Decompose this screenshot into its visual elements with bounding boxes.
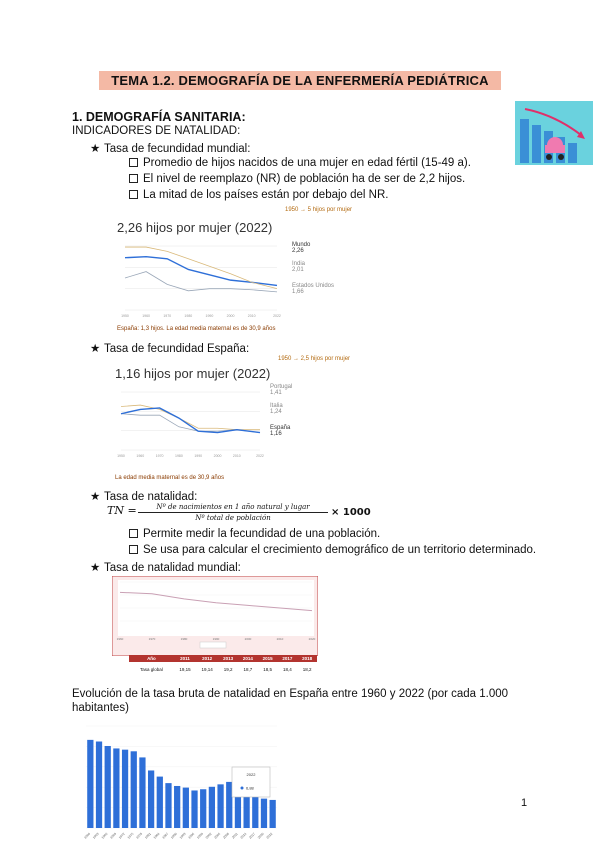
x-tick-label: 1960 bbox=[83, 831, 92, 840]
bar bbox=[105, 746, 111, 828]
table-header: 2017 bbox=[277, 655, 297, 662]
bar bbox=[113, 748, 119, 828]
bar bbox=[87, 740, 93, 828]
bar bbox=[148, 770, 154, 828]
x-tick-label: 2010 bbox=[232, 454, 241, 458]
checklist-text: La mitad de los países están por debajo del NR. bbox=[143, 189, 389, 201]
section-subheading: INDICADORES DE NATALIDAD: bbox=[72, 125, 241, 137]
bullet-birth-rate bbox=[90, 489, 197, 503]
bar bbox=[131, 751, 137, 828]
x-tick-label: 2005 bbox=[213, 831, 222, 840]
x-tick-label: 1987 bbox=[161, 831, 170, 840]
bar bbox=[96, 742, 102, 828]
x-tick-label: 1990 bbox=[205, 314, 214, 318]
table-cell: 19,2 bbox=[223, 666, 233, 672]
star-icon: ★ bbox=[90, 491, 101, 503]
checklist-text: El nivel de reemplazo (NR) de población ha de ser de 2,2 hijos. bbox=[143, 173, 466, 185]
bar bbox=[183, 788, 189, 828]
x-tick-label: 2020 bbox=[308, 637, 316, 641]
checklist-item bbox=[129, 528, 380, 540]
bullet-spain-fertility bbox=[90, 341, 249, 355]
world-chart-caption: España: 1,3 hijos. La edad media maternal es de 30,9 años bbox=[117, 326, 276, 332]
x-tick-label: 2000 bbox=[244, 637, 252, 641]
bullet-world-birth-rate bbox=[90, 560, 241, 574]
checklist-text: Promedio de hijos nacidos de una mujer en edad fértil (15-49 a). bbox=[143, 157, 471, 169]
x-tick-label: 1960 bbox=[116, 637, 124, 641]
bar bbox=[165, 783, 171, 828]
checklist-text: Se usa para calcular el crecimiento demográfico de un territorio determinado. bbox=[143, 544, 537, 556]
x-tick-label: 1975 bbox=[126, 831, 135, 840]
x-tick-label: 1970 bbox=[148, 637, 156, 641]
x-tick-label: 2000 bbox=[213, 454, 222, 458]
star-icon: ★ bbox=[90, 562, 101, 574]
bar bbox=[200, 789, 206, 828]
page-number: 1 bbox=[521, 797, 528, 809]
formula-numerator: Nº de nacimientos en 1 año natural y lugar bbox=[138, 503, 328, 513]
world-chart-title: 2,26 hijos por mujer (2022) bbox=[117, 220, 273, 235]
table-header: 2018 bbox=[297, 655, 317, 662]
table-header: 2013 bbox=[218, 655, 238, 662]
x-tick-label: 1972 bbox=[117, 831, 126, 840]
world-legend-2: India 2,01 bbox=[292, 261, 306, 273]
table-cell: 19,15 bbox=[179, 666, 191, 672]
table-cell: 18,7 bbox=[243, 666, 253, 672]
x-tick-label: 1970 bbox=[163, 314, 172, 318]
bar bbox=[270, 800, 276, 828]
spain-legend-1: Portugal 1,41 bbox=[270, 384, 293, 396]
world-fertility-chart bbox=[117, 240, 357, 320]
x-tick-label: 2002 bbox=[204, 831, 213, 840]
bullet-label: Tasa de fecundidad España: bbox=[104, 343, 250, 355]
star-icon: ★ bbox=[90, 143, 101, 155]
page-title: TEMA 1.2. DEMOGRAFÍA DE LA ENFERMERÍA PEDIÁTRICA bbox=[99, 71, 501, 90]
x-tick-label: 1990 bbox=[170, 831, 178, 840]
checklist-item bbox=[129, 157, 471, 169]
table-cell: 19,14 bbox=[201, 666, 213, 672]
x-tick-label: 1980 bbox=[175, 454, 183, 458]
bar bbox=[252, 794, 258, 828]
x-tick-label: 1950 bbox=[117, 454, 125, 458]
checkbox-icon bbox=[129, 158, 138, 167]
table-cell: 18,5 bbox=[263, 666, 272, 672]
spain-legend-2: Italia 1,24 bbox=[270, 403, 283, 415]
bar bbox=[174, 786, 180, 828]
bar bbox=[139, 757, 145, 828]
x-tick-label: 1950 bbox=[121, 314, 129, 318]
x-tick-label: 1990 bbox=[212, 637, 220, 641]
world-chart-note: 1950 → 5 hijos por mujer bbox=[285, 207, 353, 213]
x-tick-label: 1993 bbox=[178, 831, 187, 840]
table-header: 2014 bbox=[238, 655, 258, 662]
x-tick-label: 1999 bbox=[196, 831, 204, 840]
checkbox-icon bbox=[129, 190, 138, 199]
formula-fraction bbox=[138, 503, 328, 522]
x-tick-label: 2011 bbox=[230, 831, 239, 840]
spain-chart-title: 1,16 hijos por mujer (2022) bbox=[115, 366, 271, 381]
formula-lhs: TN = bbox=[107, 504, 137, 517]
x-tick-label: 1960 bbox=[142, 314, 151, 318]
bullet-world-fertility bbox=[90, 141, 250, 155]
x-tick-label: 2010 bbox=[247, 314, 256, 318]
spain-chart-note: 1950 → 2,5 hijos por mujer bbox=[278, 356, 351, 362]
spain-birth-rate-bar-chart bbox=[72, 722, 282, 842]
world-birth-rate-chart bbox=[112, 576, 318, 656]
table-cell: 18,2 bbox=[302, 666, 312, 672]
x-tick-label: 2020 bbox=[256, 831, 265, 840]
table-header: 2015 bbox=[258, 655, 278, 662]
birth-decline-illustration bbox=[515, 101, 593, 165]
x-tick-label: 2022 bbox=[273, 314, 281, 318]
world-birth-rate-table bbox=[129, 655, 317, 676]
x-tick-label: 1996 bbox=[187, 831, 196, 840]
x-tick-label: 1963 bbox=[91, 831, 100, 840]
star-icon: ★ bbox=[90, 343, 101, 355]
x-tick-label: 2017 bbox=[248, 831, 257, 840]
bullet-label: Tasa de natalidad mundial: bbox=[104, 562, 241, 574]
spain-chart-caption: La edad media maternal es de 30,9 años bbox=[115, 475, 225, 481]
spain-evolution-paragraph: Evolución de la tasa bruta de natalidad en España entre 1960 y 2022 (por cada 1.000 habitantes) bbox=[72, 688, 509, 714]
x-tick-label: 2014 bbox=[239, 831, 248, 840]
x-tick-label: 2008 bbox=[222, 831, 230, 840]
checklist-item bbox=[129, 189, 388, 201]
section-heading: 1. DEMOGRAFÍA SANITARIA: bbox=[72, 110, 246, 124]
bar bbox=[226, 782, 232, 828]
series-line bbox=[121, 408, 260, 433]
spain-bar-legend-title: 2022 bbox=[246, 772, 256, 777]
formula-denominator: Nº total de población bbox=[195, 514, 271, 522]
x-tick-label: 2022 bbox=[265, 831, 274, 840]
table-row-label: Tasa global bbox=[140, 666, 163, 672]
checkbox-icon bbox=[129, 545, 138, 554]
bar bbox=[261, 799, 267, 828]
table-header: 2011 bbox=[174, 655, 196, 662]
x-tick-label: 1969 bbox=[109, 831, 118, 840]
x-tick-label: 1980 bbox=[180, 637, 188, 641]
x-tick-label: 1980 bbox=[184, 314, 193, 318]
x-tick-label: 2022 bbox=[256, 454, 264, 458]
checklist-text: Permite medir la fecundidad de una población. bbox=[143, 528, 381, 540]
world-legend-1: Mundo 2,26 bbox=[292, 242, 311, 254]
series-line bbox=[125, 257, 277, 286]
spain-bar-legend-value: 6,88 bbox=[246, 785, 254, 791]
spain-fertility-chart bbox=[115, 386, 345, 461]
x-tick-label: 2010 bbox=[276, 637, 284, 641]
checkbox-icon bbox=[129, 529, 138, 538]
bar bbox=[217, 784, 223, 828]
x-tick-label: 1990 bbox=[194, 454, 203, 458]
x-tick-label: 2000 bbox=[226, 314, 235, 318]
x-tick-label: 1981 bbox=[143, 831, 152, 840]
table-header: 2012 bbox=[196, 655, 218, 662]
bullet-label: Tasa de natalidad: bbox=[104, 491, 198, 503]
bar bbox=[157, 777, 163, 828]
checklist-item bbox=[129, 173, 465, 185]
x-tick-label: 1970 bbox=[155, 454, 164, 458]
bar bbox=[191, 790, 197, 828]
checkbox-icon bbox=[129, 174, 138, 183]
formula-multiplier: × 1000 bbox=[331, 507, 371, 518]
table-header: Año bbox=[129, 655, 174, 662]
world-legend-3: Estados Unidos 1,66 bbox=[292, 283, 335, 295]
x-tick-label: 1960 bbox=[136, 454, 145, 458]
table-cell: 18,4 bbox=[282, 666, 292, 672]
bar bbox=[122, 750, 128, 828]
x-tick-label: 1984 bbox=[152, 831, 161, 840]
checklist-item bbox=[129, 544, 536, 556]
spain-legend-3: España 1,16 bbox=[270, 425, 291, 437]
x-tick-label: 1978 bbox=[135, 831, 144, 840]
x-tick-label: 1966 bbox=[100, 831, 109, 840]
bullet-label: Tasa de fecundidad mundial: bbox=[104, 143, 251, 155]
bar bbox=[209, 787, 215, 828]
